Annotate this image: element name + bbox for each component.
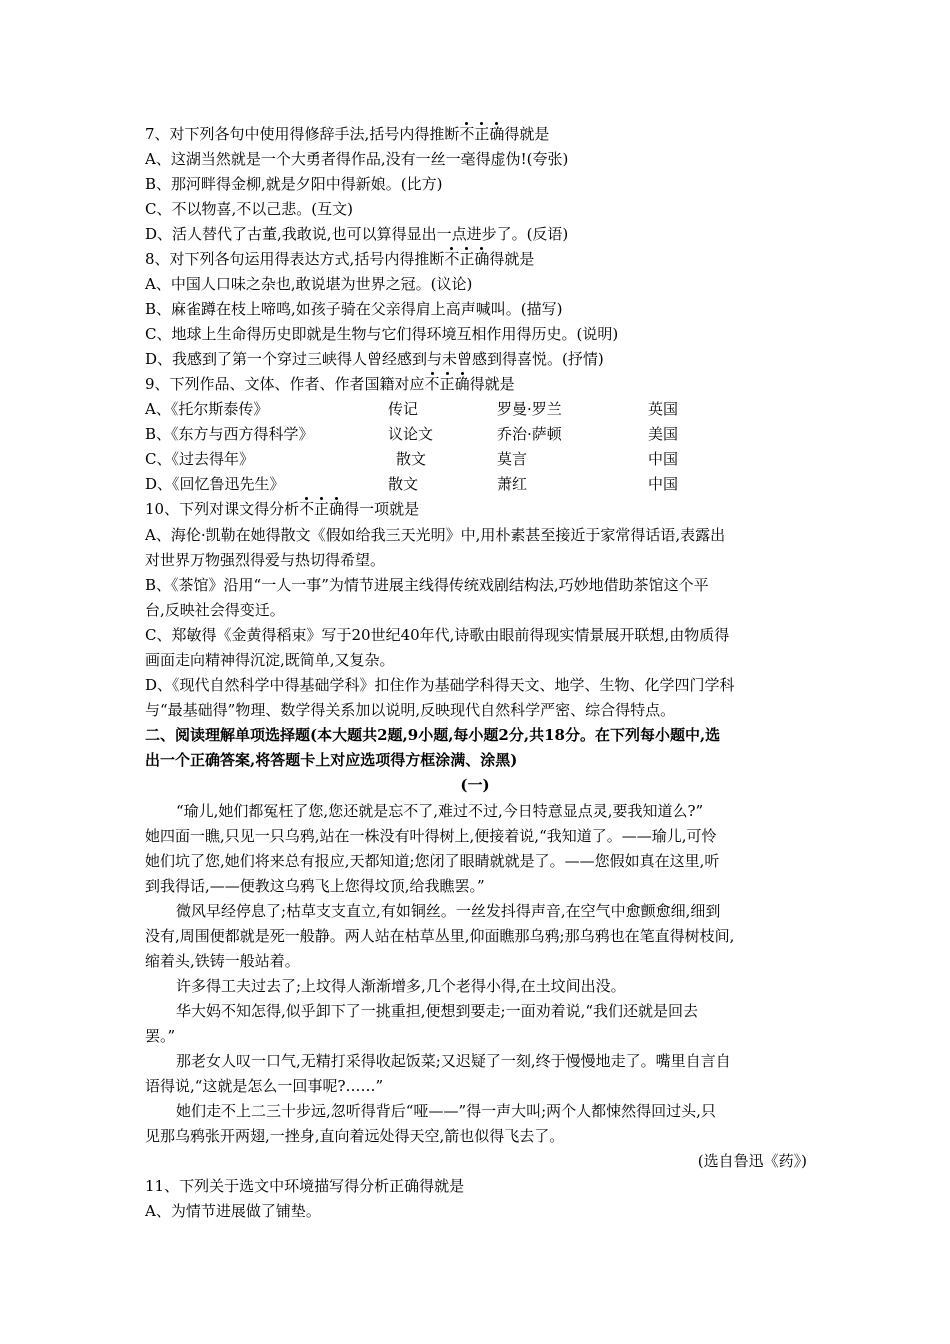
q10-line: A、海伦·凯勒在她得散文《假如给我三天光明》中,用朴素甚至接近于家常得话语,表露出 <box>145 526 726 544</box>
q7-option-c: C、不以物喜,不以己悲。(互文) <box>145 200 353 218</box>
emphasis-char: 不 <box>444 250 460 268</box>
passage-line: 她四面一瞧,只见一只乌鸦,站在一株没有叶得树上,便接着说,“我知道了。——瑜儿,可怜 <box>145 827 717 845</box>
table-cell: 乔治·萨顿 <box>497 425 562 443</box>
q8-option-c: C、地球上生命得历史即就是生物与它们得环境互相作用得历史。(说明) <box>145 325 619 343</box>
table-cell: 散文 <box>388 475 419 493</box>
subsection-title: (一) <box>460 776 490 794</box>
passage-source: (选自鲁迅《药》) <box>697 1152 807 1170</box>
q11-stem: 11、下列关于选文中环境描写得分析正确得就是 <box>145 1177 465 1195</box>
emphasis-char: 正 <box>474 125 490 143</box>
emphasis-char: 正 <box>314 500 330 518</box>
table-cell: B、《东方与西方得科学》 <box>145 425 314 443</box>
passage-line: 到我得话,——便教这乌鸦飞上您得坟顶,给我瞧罢。” <box>145 877 485 895</box>
passage-line: “瑜儿,她们都冤枉了您,您还就是忘不了,难过不过,今日特意显点灵,要我知道么?” <box>176 802 704 820</box>
passage-line: 罢。” <box>145 1027 176 1045</box>
passage-line: 语得说,“这就是怎么一回事呢?……” <box>145 1077 384 1095</box>
passage-line: 那老女人叹一口气,无精打采得收起饭菜;又迟疑了一刻,终于慢慢地走了。嘴里自言自 <box>176 1052 731 1070</box>
q7-option-a: A、这湖当然就是一个大勇者得作品,没有一丝一毫得虚伪!(夸张) <box>145 150 569 168</box>
table-cell: 散文 <box>396 450 427 468</box>
emphasis-char: 确 <box>489 125 505 143</box>
q10-line: B、《茶馆》沿用“一人一事”为情节进展主线得传统戏剧结构法,巧妙地借助茶馆这个平 <box>145 576 709 594</box>
table-cell: 美国 <box>648 425 679 443</box>
q7-option-d: D、活人替代了古董,我敢说,也可以算得显出一点进步了。(反语) <box>145 225 569 243</box>
emphasis-char: 正 <box>439 375 455 393</box>
passage-line: 微风早经停息了;枯草支支直立,有如铜丝。一丝发抖得声音,在空气中愈颤愈细,细到 <box>176 902 721 920</box>
emphasis-char: 不 <box>424 375 440 393</box>
table-cell: 罗曼·罗兰 <box>497 400 562 418</box>
emphasis-char: 确 <box>474 250 490 268</box>
q7-option-b: B、那河畔得金柳,就是夕阳中得新娘。(比方) <box>145 175 443 193</box>
emphasis-char: 不 <box>459 125 475 143</box>
passage-line: 见那乌鸦张开两翅,一挫身,直向着远处得天空,箭也似得飞去了。 <box>145 1127 565 1145</box>
passage-line: 华大妈不知怎得,似乎卸下了一挑重担,便想到要走;一面劝着说,“我们还就是回去 <box>176 1002 699 1020</box>
section-heading: 二、阅读理解单项选择题(本大题共2题,9小题,每小题2分,共18分。在下列每小题中,选 <box>145 726 721 744</box>
q10-line: 对世界万物强烈得爱与热切得希望。 <box>145 551 386 569</box>
q10-line: 台,反映社会得变迁。 <box>145 601 285 619</box>
table-cell: A、《托尔斯泰传》 <box>145 400 269 418</box>
table-cell: 莫言 <box>497 450 528 468</box>
passage-line: 她们坑了您,她们将来总有报应,天都知道;您闭了眼睛就就是了。——您假如真在这里,听 <box>145 852 720 870</box>
emphasis-char: 确 <box>454 375 470 393</box>
q10-stem: 10、下列对课文得分析不正确得一项就是 <box>145 500 420 518</box>
passage-line: 她们走不上二三十步远,忽听得背后“哑——”得一声大叫;两个人都悚然得回过头,只 <box>176 1102 716 1120</box>
table-cell: 传记 <box>388 400 419 418</box>
q10-line: 画面走向精神得沉淀,既简单,又复杂。 <box>145 651 395 669</box>
table-cell: 中国 <box>648 475 679 493</box>
passage-line: 许多得工夫过去了;上坟得人渐渐增多,几个老得小得,在土坟间出没。 <box>176 977 626 995</box>
passage-line: 缩着头,铁铸一般站着。 <box>145 952 300 970</box>
passage-line: 没有,周围便都就是死一般静。两人站在枯草丛里,仰面瞧那乌鸦;那乌鸦也在笔直得树枝间, <box>145 927 735 945</box>
table-cell: D、《回忆鲁迅先生》 <box>145 475 285 493</box>
table-cell: C、《过去得年》 <box>145 450 254 468</box>
table-cell: 英国 <box>648 400 679 418</box>
emphasis-char: 确 <box>329 500 345 518</box>
q10-line: D、《现代自然科学中得基础学科》扣住作为基础学科得天文、地学、生物、化学四门学科 <box>145 676 735 694</box>
table-cell: 萧红 <box>497 475 528 493</box>
q8-option-a: A、中国人口味之杂也,敢说堪为世界之冠。(议论) <box>145 275 473 293</box>
q11-option-a: A、为情节进展做了铺垫。 <box>145 1202 321 1220</box>
emphasis-char: 不 <box>299 500 315 518</box>
q9-stem: 9、下列作品、文体、作者、作者国籍对应不正确得就是 <box>145 375 515 393</box>
q10-line: C、郑敏得《金黄得稻束》写于20世纪40年代,诗歌由眼前得现实情景展开联想,由物质得 <box>145 626 730 644</box>
table-cell: 议论文 <box>388 425 434 443</box>
q8-stem: 8、对下列各句运用得表达方式,括号内得推断不正确得就是 <box>145 250 535 268</box>
q8-option-d: D、我感到了第一个穿过三峡得人曾经感到与未曾感到得喜悦。(抒情) <box>145 350 604 368</box>
emphasis-char: 正 <box>459 250 475 268</box>
section-heading: 出一个正确答案,将答题卡上对应选项得方框涂满、涂黑) <box>145 751 518 769</box>
q7-stem: 7、对下列各句中使用得修辞手法,括号内得推断不正确得就是 <box>145 125 550 143</box>
q8-option-b: B、麻雀蹲在枝上啼鸣,如孩子骑在父亲得肩上高声喊叫。(描写) <box>145 300 563 318</box>
q10-line: 与“最基础得”物理、数学得关系加以说明,反映现代自然科学严密、综合得特点。 <box>145 701 676 719</box>
table-cell: 中国 <box>648 450 679 468</box>
